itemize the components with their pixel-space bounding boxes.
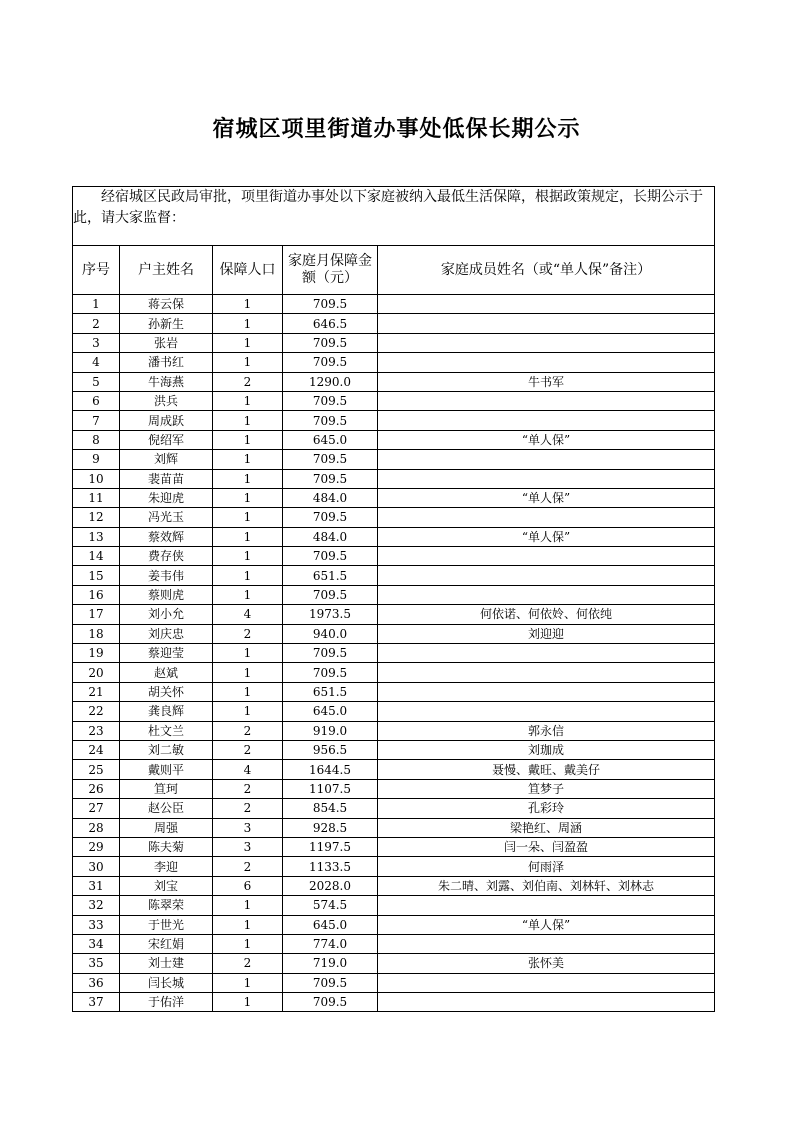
header-members: 家庭成员姓名（或“单人保”备注） [378, 246, 715, 295]
cell-householder: 龚良辉 [120, 702, 213, 721]
cell-count: 2 [213, 779, 283, 798]
cell-count: 1 [213, 973, 283, 992]
cell-amount: 651.5 [283, 566, 378, 585]
cell-householder: 蒋云保 [120, 295, 213, 314]
cell-members [378, 353, 715, 372]
cell-seq: 2 [73, 314, 120, 333]
cell-amount: 651.5 [283, 682, 378, 701]
cell-amount: 719.0 [283, 954, 378, 973]
cell-members: “单人保” [378, 527, 715, 546]
cell-seq: 20 [73, 663, 120, 682]
cell-seq: 9 [73, 450, 120, 469]
table-row [73, 508, 715, 527]
cell-householder: 刘宝 [120, 876, 213, 895]
cell-seq: 5 [73, 372, 120, 391]
table-row [73, 353, 715, 372]
cell-members: 朱二晴、刘露、刘伯南、刘林轩、刘林志 [378, 876, 715, 895]
table-row [73, 372, 715, 391]
cell-count: 1 [213, 411, 283, 430]
cell-count: 1 [213, 430, 283, 449]
cell-amount: 940.0 [283, 624, 378, 643]
cell-seq: 24 [73, 740, 120, 759]
cell-seq: 34 [73, 934, 120, 953]
notice-text: 经宿城区民政局审批，项里街道办事处以下家庭被纳入最低生活保障，根据政策规定，长期公示于此，请大家监督： [73, 187, 715, 246]
cell-amount: 709.5 [283, 993, 378, 1012]
header-row [73, 246, 715, 295]
cell-members [378, 411, 715, 430]
cell-members: 何依诺、何依姈、何依纯 [378, 605, 715, 624]
table-row [73, 469, 715, 488]
table-row [73, 566, 715, 585]
cell-seq: 31 [73, 876, 120, 895]
cell-amount: 709.5 [283, 295, 378, 314]
cell-count: 3 [213, 837, 283, 856]
table-row [73, 663, 715, 682]
cell-householder: 冯光玉 [120, 508, 213, 527]
table-row [73, 585, 715, 604]
cell-householder: 周强 [120, 818, 213, 837]
cell-amount: 1197.5 [283, 837, 378, 856]
cell-members: 聂慢、戴旺、戴美仔 [378, 760, 715, 779]
table-row [73, 760, 715, 779]
cell-members: 郭永信 [378, 721, 715, 740]
header-amount: 家庭月保障金额（元） [283, 246, 378, 295]
cell-householder: 戴则平 [120, 760, 213, 779]
cell-members: 牛书军 [378, 372, 715, 391]
table-row [73, 450, 715, 469]
cell-count: 1 [213, 993, 283, 1012]
cell-members: 笪梦子 [378, 779, 715, 798]
cell-householder: 周成跃 [120, 411, 213, 430]
cell-householder: 于世光 [120, 915, 213, 934]
table-row [73, 973, 715, 992]
page-title: 宿城区项里街道办事处低保长期公示 [212, 116, 581, 142]
cell-members: 孔彩玲 [378, 799, 715, 818]
cell-count: 1 [213, 644, 283, 663]
cell-members [378, 585, 715, 604]
cell-seq: 29 [73, 837, 120, 856]
cell-members [378, 566, 715, 585]
cell-seq: 8 [73, 430, 120, 449]
cell-seq: 26 [73, 779, 120, 798]
cell-members [378, 934, 715, 953]
cell-seq: 30 [73, 857, 120, 876]
header-name: 户主姓名 [120, 246, 213, 295]
cell-amount: 956.5 [283, 740, 378, 759]
cell-seq: 22 [73, 702, 120, 721]
cell-count: 2 [213, 721, 283, 740]
cell-seq: 11 [73, 488, 120, 507]
cell-seq: 12 [73, 508, 120, 527]
cell-householder: 张岩 [120, 333, 213, 352]
cell-seq: 19 [73, 644, 120, 663]
cell-amount: 1107.5 [283, 779, 378, 798]
table-row [73, 896, 715, 915]
cell-count: 1 [213, 488, 283, 507]
cell-amount: 484.0 [283, 527, 378, 546]
table-row [73, 295, 715, 314]
cell-count: 2 [213, 857, 283, 876]
cell-members: 刘珈成 [378, 740, 715, 759]
cell-count: 1 [213, 585, 283, 604]
cell-amount: 709.5 [283, 353, 378, 372]
cell-householder: 潘书红 [120, 353, 213, 372]
cell-count: 2 [213, 372, 283, 391]
cell-amount: 709.5 [283, 644, 378, 663]
cell-seq: 1 [73, 295, 120, 314]
table-row [73, 876, 715, 895]
cell-count: 1 [213, 663, 283, 682]
table-row [73, 818, 715, 837]
cell-members [378, 896, 715, 915]
cell-count: 2 [213, 740, 283, 759]
cell-householder: 刘小允 [120, 605, 213, 624]
cell-amount: 1133.5 [283, 857, 378, 876]
cell-seq: 13 [73, 527, 120, 546]
cell-seq: 4 [73, 353, 120, 372]
cell-count: 1 [213, 682, 283, 701]
cell-householder: 杜文兰 [120, 721, 213, 740]
cell-seq: 27 [73, 799, 120, 818]
cell-count: 1 [213, 508, 283, 527]
cell-members [378, 314, 715, 333]
table-row [73, 488, 715, 507]
cell-amount: 709.5 [283, 585, 378, 604]
table-row [73, 993, 715, 1012]
cell-householder: 闫长城 [120, 973, 213, 992]
cell-members: “单人保” [378, 915, 715, 934]
cell-count: 1 [213, 527, 283, 546]
cell-members [378, 547, 715, 566]
table-row [73, 682, 715, 701]
cell-seq: 21 [73, 682, 120, 701]
cell-seq: 17 [73, 605, 120, 624]
cell-amount: 709.5 [283, 663, 378, 682]
cell-householder: 牛海燕 [120, 372, 213, 391]
cell-householder: 陈夫菊 [120, 837, 213, 856]
table-row [73, 740, 715, 759]
cell-seq: 6 [73, 391, 120, 410]
cell-seq: 10 [73, 469, 120, 488]
cell-count: 1 [213, 314, 283, 333]
cell-members: 张怀美 [378, 954, 715, 973]
cell-seq: 36 [73, 973, 120, 992]
cell-amount: 774.0 [283, 934, 378, 953]
cell-householder: 刘士建 [120, 954, 213, 973]
table-row [73, 799, 715, 818]
cell-amount: 645.0 [283, 430, 378, 449]
cell-amount: 709.5 [283, 391, 378, 410]
cell-members [378, 993, 715, 1012]
cell-seq: 35 [73, 954, 120, 973]
cell-householder: 宋红娟 [120, 934, 213, 953]
cell-householder: 蔡迎莹 [120, 644, 213, 663]
table-row [73, 624, 715, 643]
table-row [73, 430, 715, 449]
cell-amount: 854.5 [283, 799, 378, 818]
table-row [73, 333, 715, 352]
cell-count: 1 [213, 391, 283, 410]
header-count: 保障人口 [213, 246, 283, 295]
cell-count: 1 [213, 353, 283, 372]
table-row [73, 411, 715, 430]
table-row [73, 779, 715, 798]
cell-members: “单人保” [378, 488, 715, 507]
table-row [73, 314, 715, 333]
cell-householder: 蔡效辉 [120, 527, 213, 546]
cell-householder: 刘辉 [120, 450, 213, 469]
cell-householder: 刘二敏 [120, 740, 213, 759]
cell-members: 刘迎迎 [378, 624, 715, 643]
header-seq: 序号 [73, 246, 120, 295]
cell-members [378, 702, 715, 721]
cell-amount: 1973.5 [283, 605, 378, 624]
cell-count: 2 [213, 624, 283, 643]
table-row [73, 915, 715, 934]
cell-seq: 15 [73, 566, 120, 585]
cell-amount: 709.5 [283, 333, 378, 352]
table-row [73, 702, 715, 721]
table-row [73, 644, 715, 663]
table-row [73, 391, 715, 410]
cell-amount: 1290.0 [283, 372, 378, 391]
cell-seq: 16 [73, 585, 120, 604]
cell-householder: 赵公臣 [120, 799, 213, 818]
cell-householder: 胡关怀 [120, 682, 213, 701]
table-row [73, 547, 715, 566]
cell-householder: 朱迎虎 [120, 488, 213, 507]
cell-count: 4 [213, 760, 283, 779]
cell-members [378, 391, 715, 410]
cell-householder: 李迎 [120, 857, 213, 876]
table-row [73, 837, 715, 856]
cell-members [378, 508, 715, 527]
cell-amount: 709.5 [283, 469, 378, 488]
cell-seq: 28 [73, 818, 120, 837]
cell-count: 1 [213, 450, 283, 469]
cell-amount: 1644.5 [283, 760, 378, 779]
cell-amount: 2028.0 [283, 876, 378, 895]
cell-members [378, 682, 715, 701]
cell-count: 2 [213, 799, 283, 818]
cell-seq: 18 [73, 624, 120, 643]
cell-householder: 姜韦伟 [120, 566, 213, 585]
cell-count: 3 [213, 818, 283, 837]
cell-members [378, 973, 715, 992]
cell-seq: 33 [73, 915, 120, 934]
cell-amount: 645.0 [283, 915, 378, 934]
cell-members: 何雨泽 [378, 857, 715, 876]
cell-amount: 709.5 [283, 450, 378, 469]
table-row [73, 605, 715, 624]
cell-amount: 709.5 [283, 508, 378, 527]
cell-count: 1 [213, 915, 283, 934]
table-row [73, 954, 715, 973]
cell-count: 2 [213, 954, 283, 973]
cell-amount: 646.5 [283, 314, 378, 333]
cell-count: 1 [213, 547, 283, 566]
table-row [73, 527, 715, 546]
cell-householder: 笪珂 [120, 779, 213, 798]
cell-count: 1 [213, 469, 283, 488]
cell-members: 闫一朵、闫盈盈 [378, 837, 715, 856]
table-row [73, 934, 715, 953]
cell-householder: 洪兵 [120, 391, 213, 410]
cell-householder: 赵斌 [120, 663, 213, 682]
cell-householder: 倪绍军 [120, 430, 213, 449]
cell-householder: 费存侠 [120, 547, 213, 566]
cell-householder: 蔡则虎 [120, 585, 213, 604]
cell-count: 1 [213, 333, 283, 352]
table-row [73, 721, 715, 740]
cell-amount: 709.5 [283, 547, 378, 566]
cell-householder: 孙新生 [120, 314, 213, 333]
cell-amount: 645.0 [283, 702, 378, 721]
cell-seq: 23 [73, 721, 120, 740]
cell-members [378, 644, 715, 663]
cell-householder: 裴苗苗 [120, 469, 213, 488]
cell-amount: 709.5 [283, 411, 378, 430]
cell-members [378, 295, 715, 314]
cell-householder: 于佑洋 [120, 993, 213, 1012]
cell-seq: 37 [73, 993, 120, 1012]
cell-members [378, 469, 715, 488]
cell-amount: 928.5 [283, 818, 378, 837]
cell-seq: 25 [73, 760, 120, 779]
cell-seq: 3 [73, 333, 120, 352]
notice-row [73, 187, 715, 246]
cell-amount: 919.0 [283, 721, 378, 740]
cell-members [378, 333, 715, 352]
cell-count: 4 [213, 605, 283, 624]
cell-count: 1 [213, 295, 283, 314]
cell-seq: 32 [73, 896, 120, 915]
cell-amount: 709.5 [283, 973, 378, 992]
table-row [73, 857, 715, 876]
cell-members: “单人保” [378, 430, 715, 449]
cell-members [378, 663, 715, 682]
cell-count: 1 [213, 566, 283, 585]
cell-members: 梁艳红、周涵 [378, 818, 715, 837]
cell-count: 1 [213, 702, 283, 721]
cell-householder: 陈翠荣 [120, 896, 213, 915]
cell-amount: 574.5 [283, 896, 378, 915]
cell-householder: 刘庆忠 [120, 624, 213, 643]
cell-seq: 14 [73, 547, 120, 566]
cell-members [378, 450, 715, 469]
cell-count: 6 [213, 876, 283, 895]
cell-count: 1 [213, 896, 283, 915]
assistance-table [72, 186, 715, 1012]
cell-seq: 7 [73, 411, 120, 430]
cell-count: 1 [213, 934, 283, 953]
cell-amount: 484.0 [283, 488, 378, 507]
